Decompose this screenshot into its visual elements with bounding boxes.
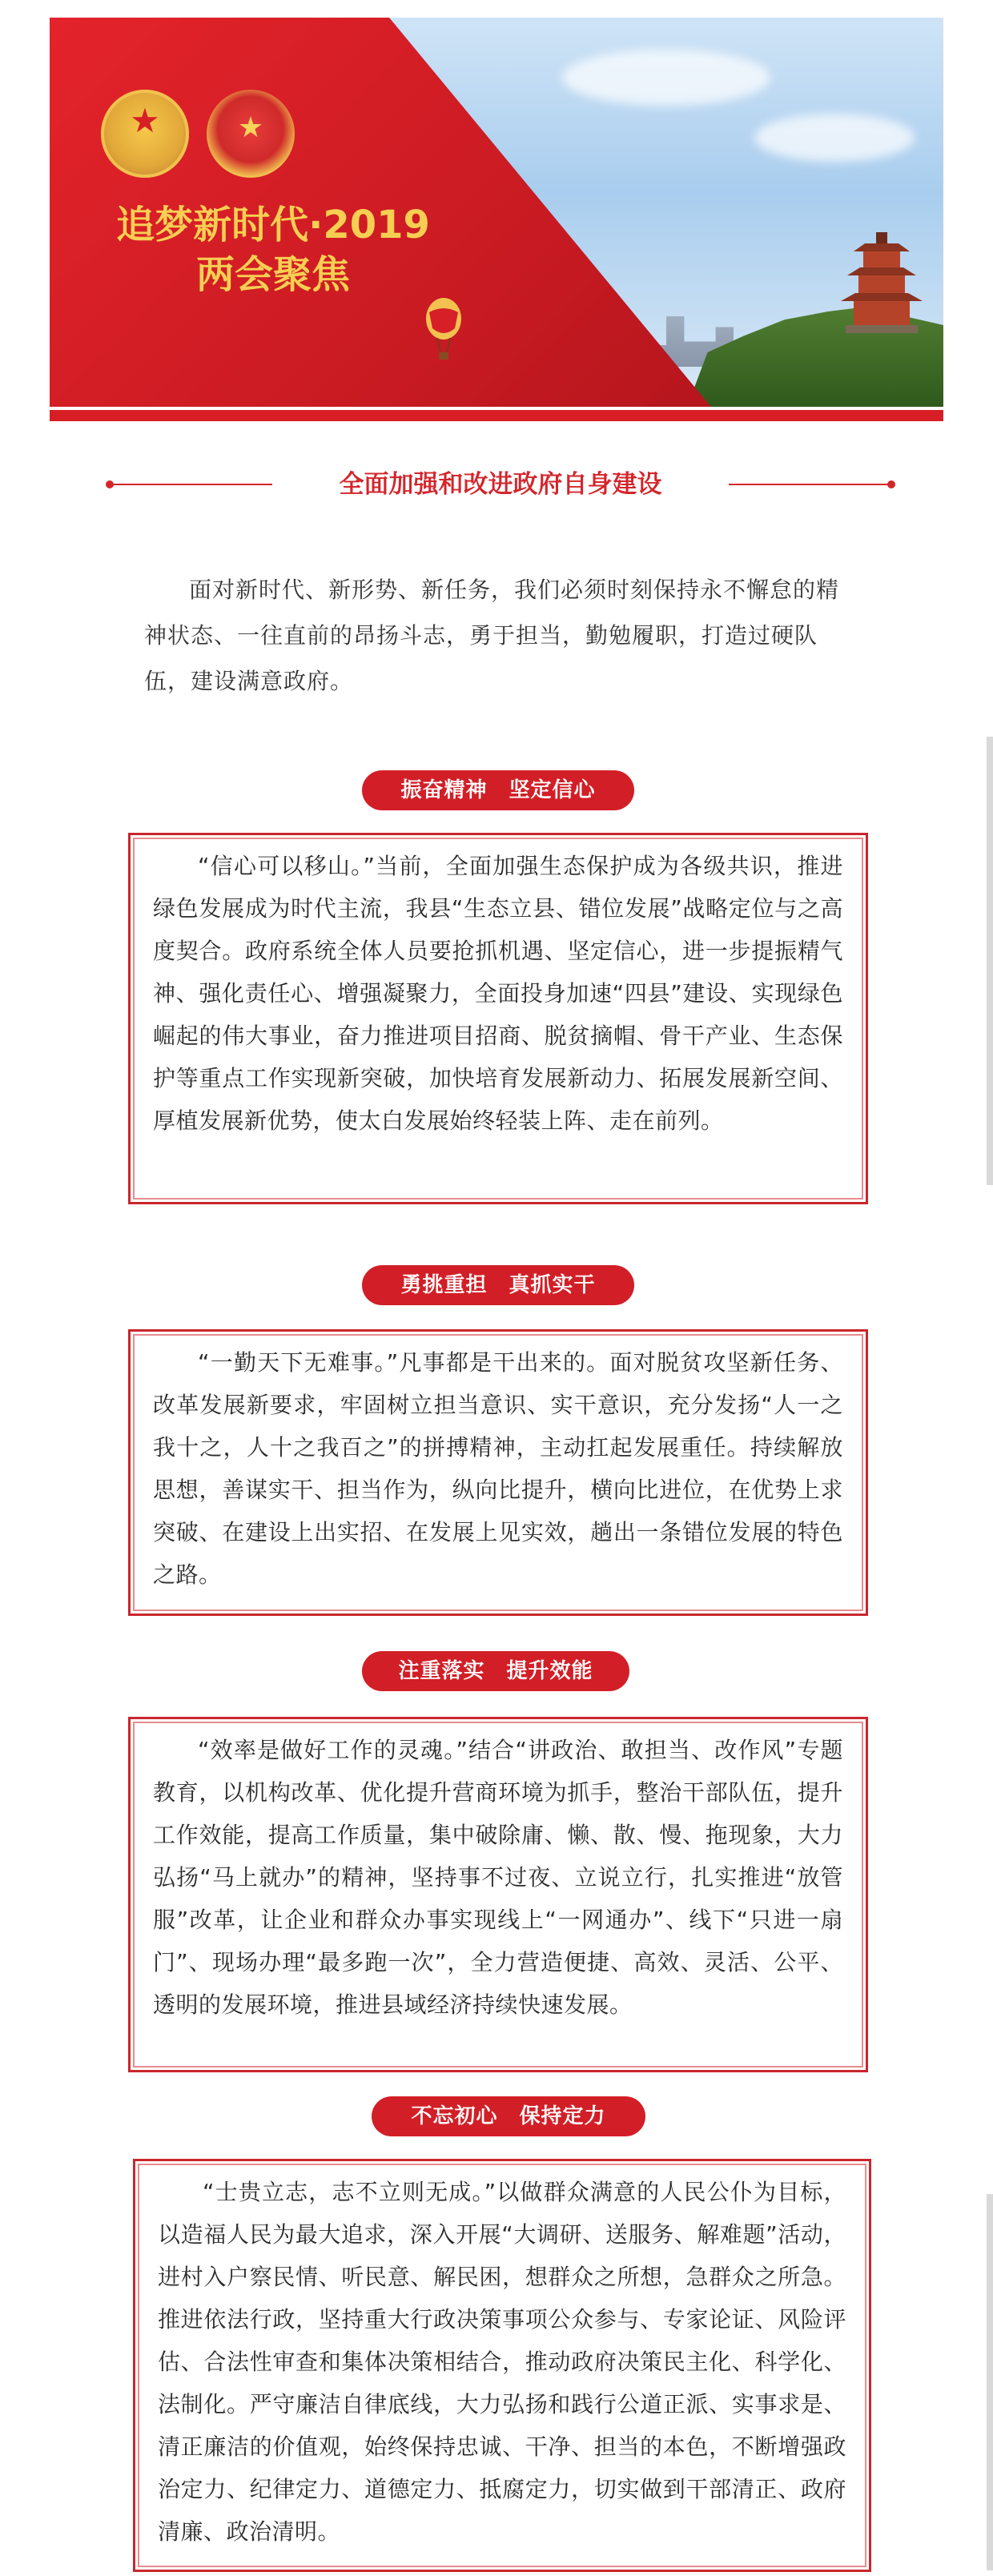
- balloon-icon: [420, 296, 468, 368]
- section-label: 勇挑重担 真抓实干: [362, 1265, 634, 1305]
- pagoda-icon: [838, 224, 926, 344]
- section-text-box: “士贵立志，志不立则无成。”以做群众满意的人民公仆为目标，以造福人民为最大追求，深入开展“大调研、送服务、解难题”活动，进村入户察民情、听民意、解民困，想群众之所想，急群众之所急。推进依法行政，坚持重大行政决策事项公众参与、专家论证、风险评估、合法性审查和集体决策相结合，推动政府决策民主化、科学化、法制化。严守廉洁自律底线，大力弘扬和践行公道正派、实事求是、清正廉洁的价值观，始终保持忠诚、干净、担当的本色，不断增强政治定力、纪律定力、道德定力、抵腐定力，切实做到干部清正、政府清廉、政治清明。: [133, 2159, 871, 2572]
- divider-bar: [50, 410, 943, 421]
- banner-title: [85, 200, 461, 299]
- national-emblem-icon: [101, 90, 189, 178]
- page-title: 全面加强和改进政府自身建设: [339, 470, 662, 499]
- scrollbar-thumb[interactable]: [987, 737, 993, 1185]
- cloud-decoration: [562, 50, 770, 106]
- section-text-box: “效率是做好工作的灵魂。”结合“讲政治、敢担当、改作风”专题教育，以机构改革、优化提升营商环境为抓手，整治干部队伍，提升工作效能，提高工作质量，集中破除庸、懒、散、慢、拖现象，大力弘扬“马上就办”的精神，坚持事不过夜、立说立行，扎实推进“放管服”改革，让企业和群众办事实现线上“一网通办”、线下“只进一扇门”、现场办理“最多跑一次”，全力营造便捷、高效、灵活、公平、透明的发展环境，推进县域经济持续快速发展。: [128, 1717, 868, 2072]
- header-banner: [50, 18, 943, 407]
- heading-line: [729, 484, 889, 485]
- cppcc-emblem-icon: [207, 90, 295, 178]
- section-text-box: “一勤天下无难事。”凡事都是干出来的。面对脱贫攻坚新任务、改革发展新要求，牢固树立担当意识、实干意识，充分发扬“人一之我十之，人十之我百之”的拼搏精神，主动扛起发展重任。持续解放思想，善谋实干、担当作为，纵向比提升，横向比进位，在优势上求突破、在建设上出实招、在发展上见实效，趟出一条错位发展的特色之路。: [128, 1329, 868, 1616]
- cloud-decoration: [754, 114, 915, 162]
- intro-paragraph: 面对新时代、新形势、新任务，我们必须时刻保持永不懈怠的精神状态、一往直前的昂扬斗志，勇于担当，勤勉履职，打造过硬队伍，建设满意政府。: [144, 577, 840, 694]
- scrollbar-thumb[interactable]: [987, 2194, 993, 2570]
- banner-title-line2: 两会聚焦: [195, 252, 350, 297]
- section-heading: [104, 468, 897, 500]
- section-text-box: “信心可以移山。”当前，全面加强生态保护成为各级共识，推进绿色发展成为时代主流，我县“生态立县、错位发展”战略定位与之高度契合。政府系统全体人员要抢抓机遇、坚定信心，进一步提振精气神、强化责任心、增强凝聚力，全面投身加速“四县”建设、实现绿色崛起的伟大事业，奋力推进项目招商、脱贫摘帽、骨干产业、生态保护等重点工作实现新突破，加快培育发展新动力、拓展发展新空间、厚植发展新优势，使太白发展始终轻装上阵、走在前列。: [128, 833, 868, 1204]
- section-label: 不忘初心 保持定力: [372, 2096, 645, 2136]
- heading-dot: [887, 480, 895, 488]
- banner-title-line1: 追梦新时代·2019: [116, 203, 430, 247]
- section-label: 注重落实 提升效能: [362, 1651, 629, 1691]
- section-label: 振奋精神 坚定信心: [362, 770, 634, 810]
